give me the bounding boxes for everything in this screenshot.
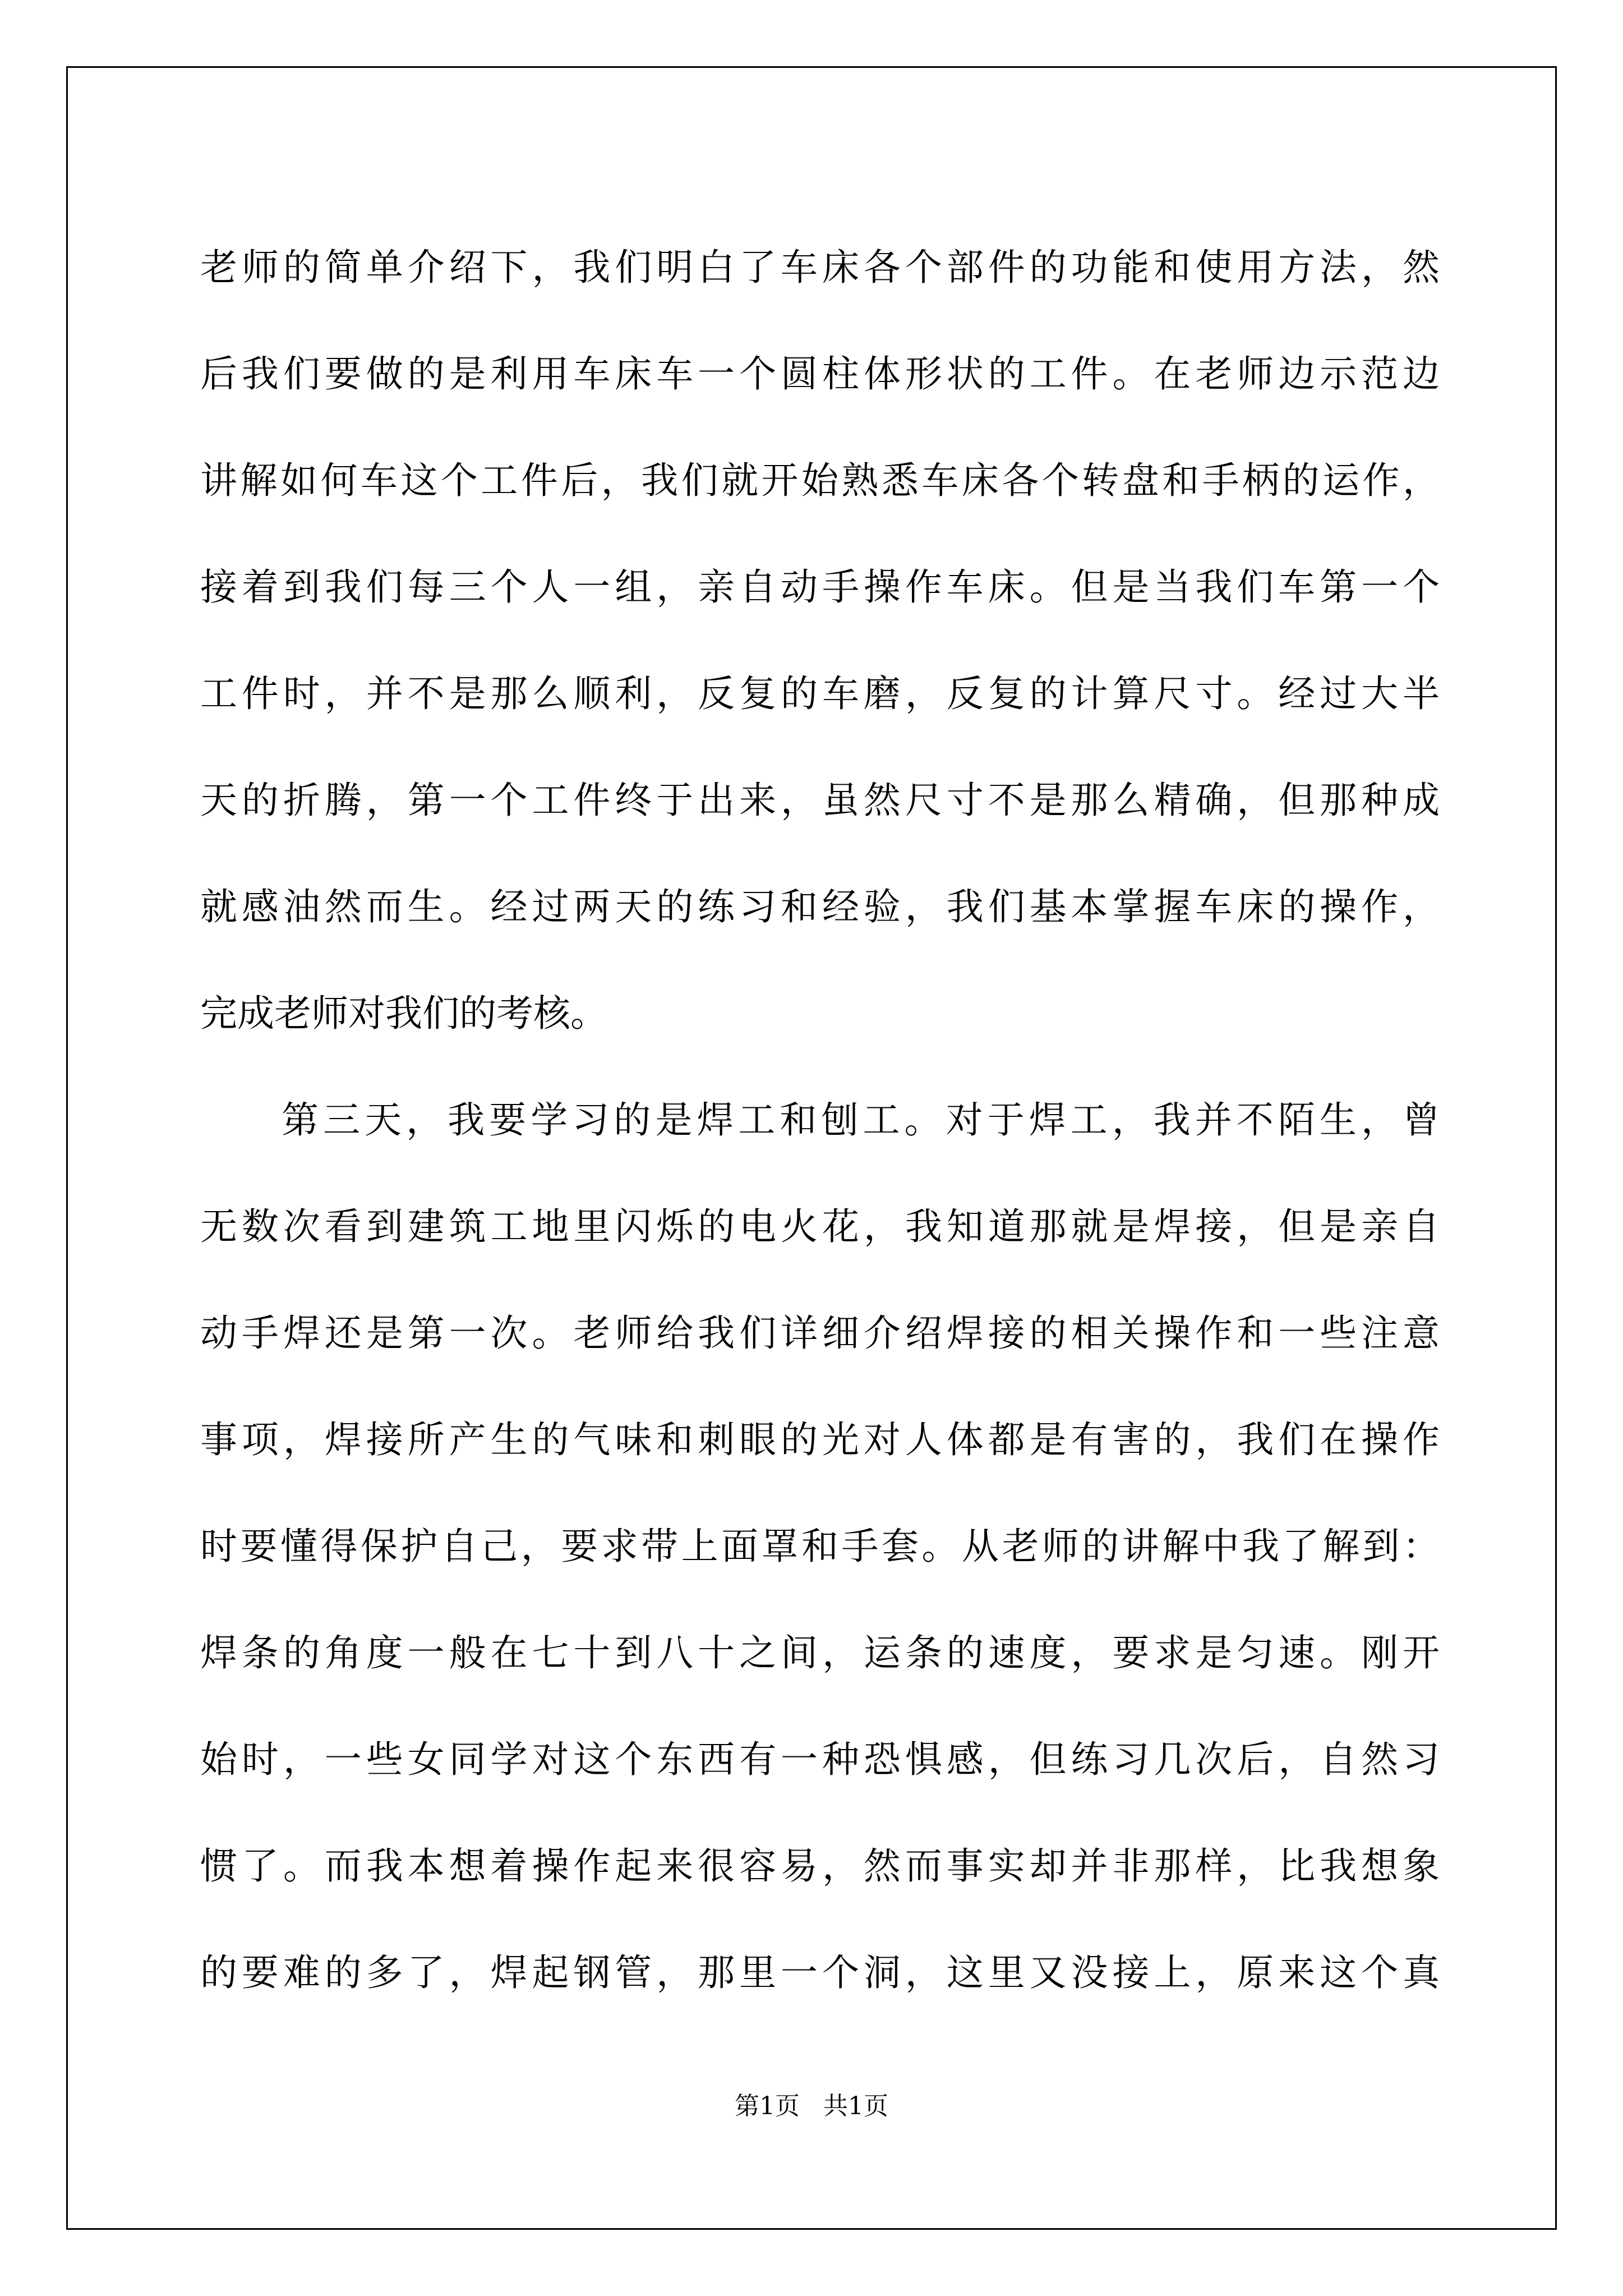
page-total: 共1页 [823,2092,888,2120]
paragraph-line: 时要懂得保护自己，要求带上面罩和手套。从老师的讲解中我了解到： [200,1525,1440,1568]
paragraph-line: 工件时，并不是那么顺利，反复的车磨，反复的计算尺寸。经过大半 [200,672,1440,715]
page-number: 第1页 [735,2092,800,2120]
paragraph-line: 焊条的角度一般在七十到八十之间，运条的速度，要求是匀速。刚开 [200,1631,1440,1674]
paragraph-line: 事项，焊接所产生的气味和刺眼的光对人体都是有害的，我们在操作 [200,1418,1440,1461]
paragraph-line: 惯了。而我本想着操作起来很容易，然而事实却并非那样，比我想象 [200,1844,1440,1888]
paragraph-line: 始时，一些女同学对这个东西有一种恐惧感，但练习几次后，自然习 [200,1738,1440,1781]
paragraph-line: 后我们要做的是利用车床车一个圆柱体形状的工件。在老师边示范边 [200,352,1440,395]
paragraph-line: 无数次看到建筑工地里闪烁的电火花，我知道那就是焊接，但是亲自 [200,1205,1440,1248]
paragraph-line: 第三天，我要学习的是焊工和刨工。对于焊工，我并不陌生，曾 [282,1098,1440,1142]
paragraph-line: 讲解如何车这个工件后，我们就开始熟悉车床各个转盘和手柄的运作， [200,459,1440,502]
paragraph-line: 完成老师对我们的考核。 [200,992,607,1035]
page-footer [0,2090,1623,2123]
paragraph-line: 天的折腾，第一个工件终于出来，虽然尺寸不是那么精确，但那种成 [200,779,1440,822]
document-body [200,214,1440,2026]
paragraph-line: 接着到我们每三个人一组，亲自动手操作车床。但是当我们车第一个 [200,565,1440,609]
paragraph-line: 动手焊还是第一次。老师给我们详细介绍焊接的相关操作和一些注意 [200,1312,1440,1355]
paragraph-line: 就感油然而生。经过两天的练习和经验，我们基本掌握车床的操作， [200,885,1440,928]
paragraph-line: 的要难的多了，焊起钢管，那里一个洞，这里又没接上，原来这个真 [200,1951,1440,1994]
paragraph-line: 老师的简单介绍下，我们明白了车床各个部件的功能和使用方法，然 [200,246,1440,289]
